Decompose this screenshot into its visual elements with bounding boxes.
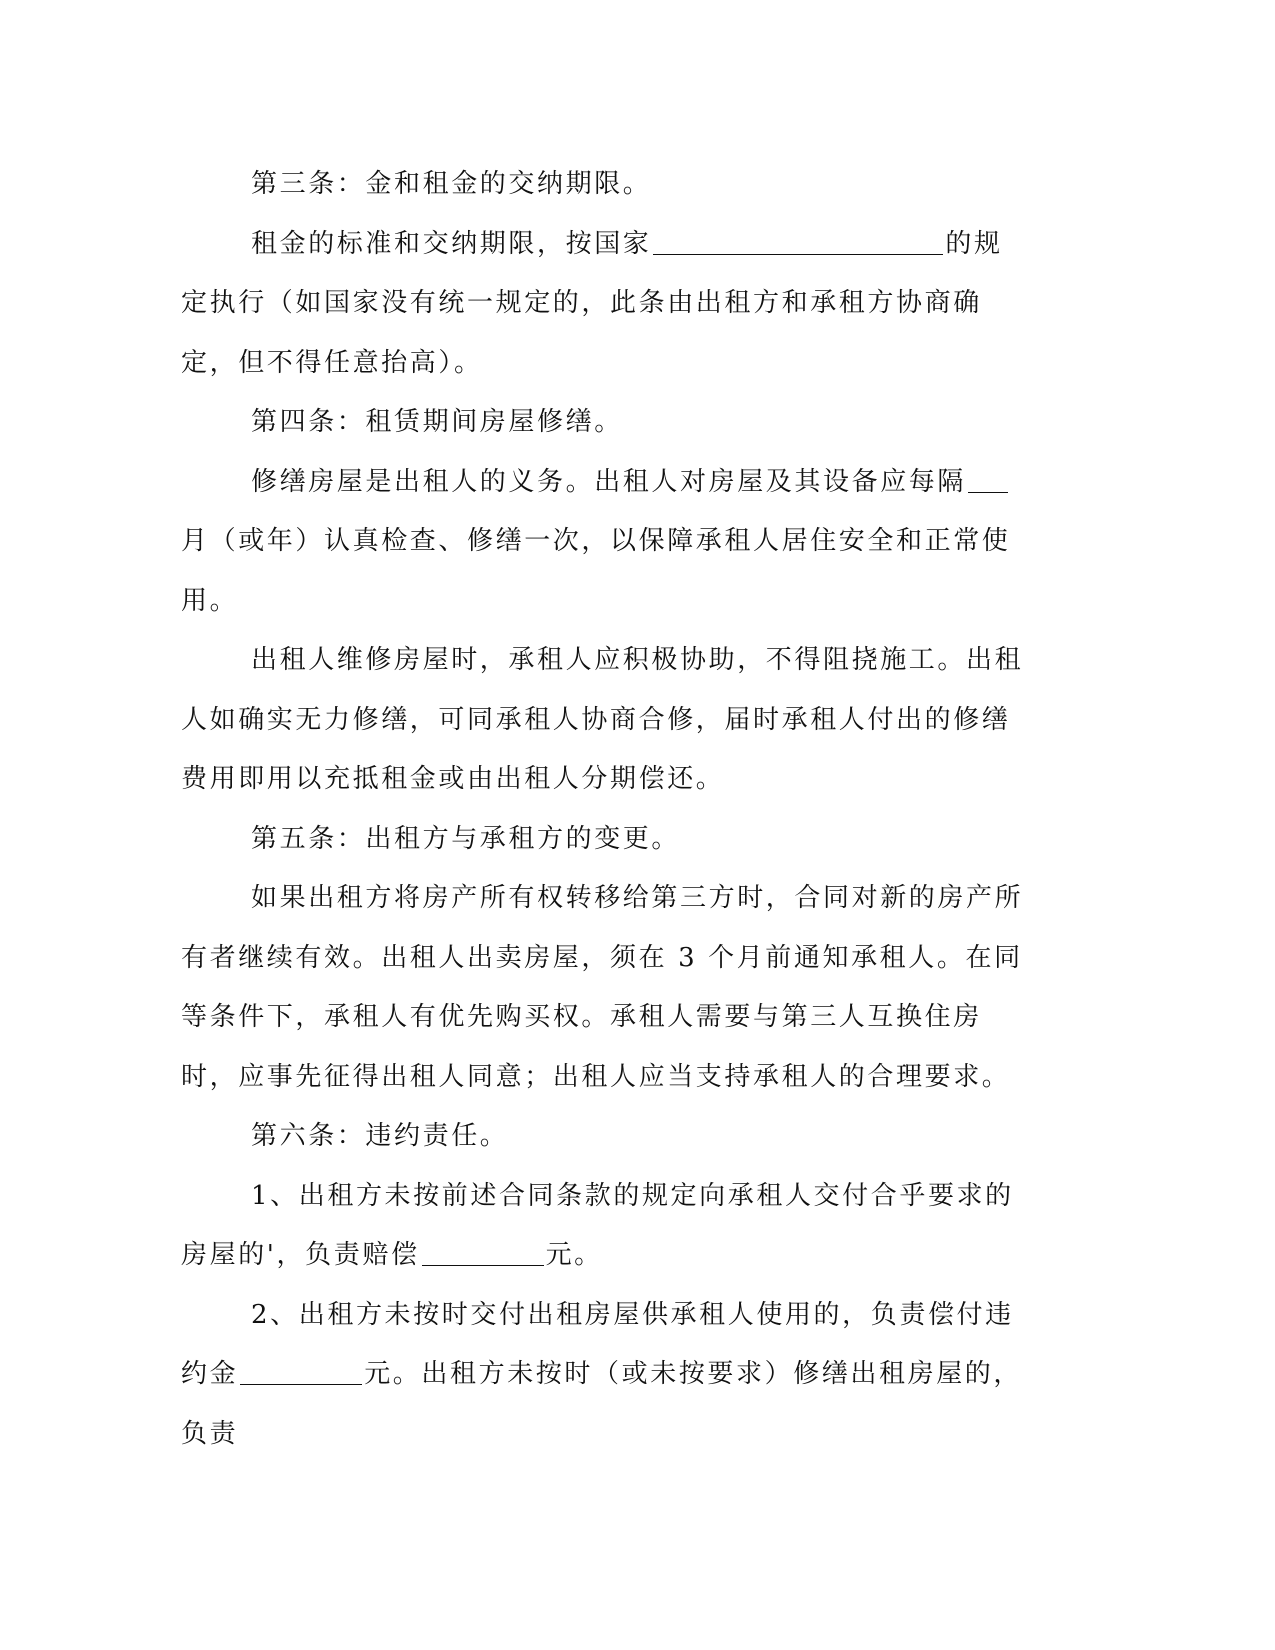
article-3-body — [181, 215, 1031, 394]
penalty-amount-blank — [240, 1358, 362, 1385]
article-3-text-after: 的规定执行（如国家没有统一规定的，此条由出租方和承租方协商确定，但不得任意抬高）。 — [181, 228, 1003, 378]
inspection-interval-blank — [968, 466, 1008, 493]
item-1-text-before: 1、出租方未按前述合同条款的规定向承租人交付合乎要求的房屋的'，负责赔偿 — [181, 1180, 1014, 1270]
item-2-text-before: 2、出租方未按时交付出租房屋供承租人使用的，负责偿付违约金 — [181, 1299, 1014, 1389]
article-6-item-1 — [181, 1167, 1031, 1286]
article-5-body: 如果出租方将房产所有权转移给第三方时，合同对新的房产所有者继续有效。出租人出卖房屋，须在 3 个月前通知承租人。在同等条件下，承租人有优先购买权。承租人需要与第三人互换住房时，应事先征得出租人同意；出租人应当支持承租人的合理要求。 — [181, 883, 1024, 1092]
article-6-heading: 第六条：违约责任。 — [251, 1121, 509, 1151]
item-2-text-after: 元。出租方未按时（或未按要求）修缮出租房屋的，负责 — [181, 1359, 1023, 1449]
document-body — [181, 155, 1031, 1464]
article-5-heading: 第五条：出租方与承租方的变更。 — [251, 823, 681, 854]
article-4-text-before: 修缮房屋是出租人的义务。出租人对房屋及其设备应每隔 — [251, 466, 967, 497]
item-1-text-after: 元。 — [545, 1240, 603, 1270]
article-6-item-2 — [181, 1286, 1031, 1465]
rent-standard-blank — [653, 228, 943, 255]
article-4-paragraph-1 — [181, 453, 1031, 632]
article-3-text-before: 租金的标准和交纳期限，按国家 — [251, 228, 652, 259]
article-4-paragraph-2: 出租人维修房屋时，承租人应积极协助，不得阻挠施工。出租人如确实无力修缮，可同承租人协商合修，届时承租人付出的修缮费用即用以充抵租金或由出租人分期偿还。 — [181, 645, 1024, 794]
article-4-heading: 第四条：租赁期间房屋修缮。 — [251, 407, 623, 437]
article-4-text-after: 月（或年）认真检查、修缮一次，以保障承租人居住安全和正常使用。 — [181, 526, 1011, 616]
article-3-heading: 第三条：金和租金的交纳期限。 — [251, 169, 652, 199]
compensation-amount-blank — [422, 1239, 544, 1266]
